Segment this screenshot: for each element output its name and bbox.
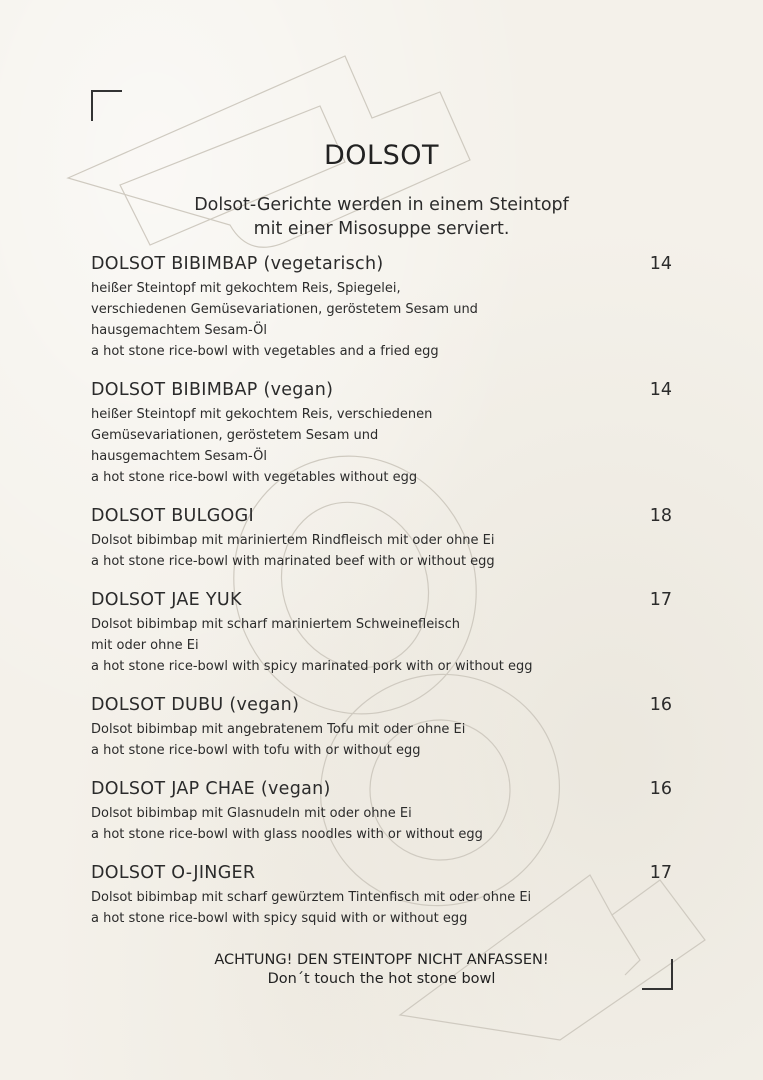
item-name: DOLSOT BULGOGI <box>91 506 254 526</box>
corner-mark-top-left <box>91 90 122 121</box>
item-description <box>91 278 672 362</box>
item-name: DOLSOT BIBIMBAP (vegetarisch) <box>91 254 384 274</box>
description-line: heißer Steintopf mit gekochtem Reis, Spiegelei, <box>91 281 401 296</box>
page-subtitle <box>0 193 763 241</box>
description-line: Dolsot bibimbap mit angebratenem Tofu mit oder ohne Ei <box>91 722 466 737</box>
menu-item <box>91 506 672 572</box>
item-price: 14 <box>649 380 672 400</box>
description-line: a hot stone rice-bowl with spicy marinated pork with or without egg <box>91 659 533 674</box>
hot-bowl-warning <box>0 951 763 989</box>
warning-line-english: Don´t touch the hot stone bowl <box>267 971 496 987</box>
menu-item <box>91 254 672 362</box>
description-line: Dolsot bibimbap mit Glasnudeln mit oder ohne Ei <box>91 806 412 821</box>
item-name: DOLSOT JAE YUK <box>91 590 242 610</box>
item-price: 16 <box>649 779 672 799</box>
description-line: a hot stone rice-bowl with marinated beef with or without egg <box>91 554 495 569</box>
description-line: verschiedenen Gemüsevariationen, geröstetem Sesam und <box>91 302 478 317</box>
item-description <box>91 719 672 761</box>
description-line: hausgemachtem Sesam-Öl <box>91 323 267 338</box>
item-name: DOLSOT BIBIMBAP (vegan) <box>91 380 334 400</box>
item-price: 17 <box>649 863 672 883</box>
description-line: heißer Steintopf mit gekochtem Reis, verschiedenen <box>91 407 433 422</box>
description-line: a hot stone rice-bowl with vegetables and a fried egg <box>91 344 439 359</box>
item-name: DOLSOT O-JINGER <box>91 863 256 883</box>
item-price: 18 <box>649 506 672 526</box>
description-line: Dolsot bibimbap mit scharf mariniertem Schweinefleisch <box>91 617 460 632</box>
item-price: 16 <box>649 695 672 715</box>
page-title: DOLSOT <box>324 140 439 171</box>
description-line: hausgemachtem Sesam-Öl <box>91 449 267 464</box>
item-description <box>91 404 672 488</box>
description-line: a hot stone rice-bowl with spicy squid with or without egg <box>91 911 468 926</box>
item-name: DOLSOT DUBU (vegan) <box>91 695 300 715</box>
item-description <box>91 803 672 845</box>
item-price: 17 <box>649 590 672 610</box>
menu-item <box>91 695 672 761</box>
item-description <box>91 887 672 929</box>
description-line: Dolsot bibimbap mit mariniertem Rindfleisch mit oder ohne Ei <box>91 533 495 548</box>
item-price: 14 <box>649 254 672 274</box>
menu-item <box>91 779 672 845</box>
description-line: a hot stone rice-bowl with vegetables without egg <box>91 470 418 485</box>
item-name: DOLSOT JAP CHAE (vegan) <box>91 779 331 799</box>
description-line: Gemüsevariationen, geröstetem Sesam und <box>91 428 379 443</box>
description-line: mit oder ohne Ei <box>91 638 199 653</box>
menu-item <box>91 380 672 488</box>
item-description <box>91 614 672 677</box>
description-line: a hot stone rice-bowl with tofu with or without egg <box>91 743 421 758</box>
menu-item <box>91 863 672 929</box>
menu-item <box>91 590 672 677</box>
description-line: Dolsot bibimbap mit scharf gewürztem Tintenfisch mit oder ohne Ei <box>91 890 532 905</box>
item-description <box>91 530 672 572</box>
subtitle-line: Dolsot-Gerichte werden in einem Steintopf <box>194 195 569 215</box>
warning-line-german: ACHTUNG! DEN STEINTOPF NICHT ANFASSEN! <box>214 952 549 968</box>
menu-item-list <box>91 254 672 947</box>
description-line: a hot stone rice-bowl with glass noodles with or without egg <box>91 827 483 842</box>
subtitle-line: mit einer Misosuppe serviert. <box>253 219 510 239</box>
